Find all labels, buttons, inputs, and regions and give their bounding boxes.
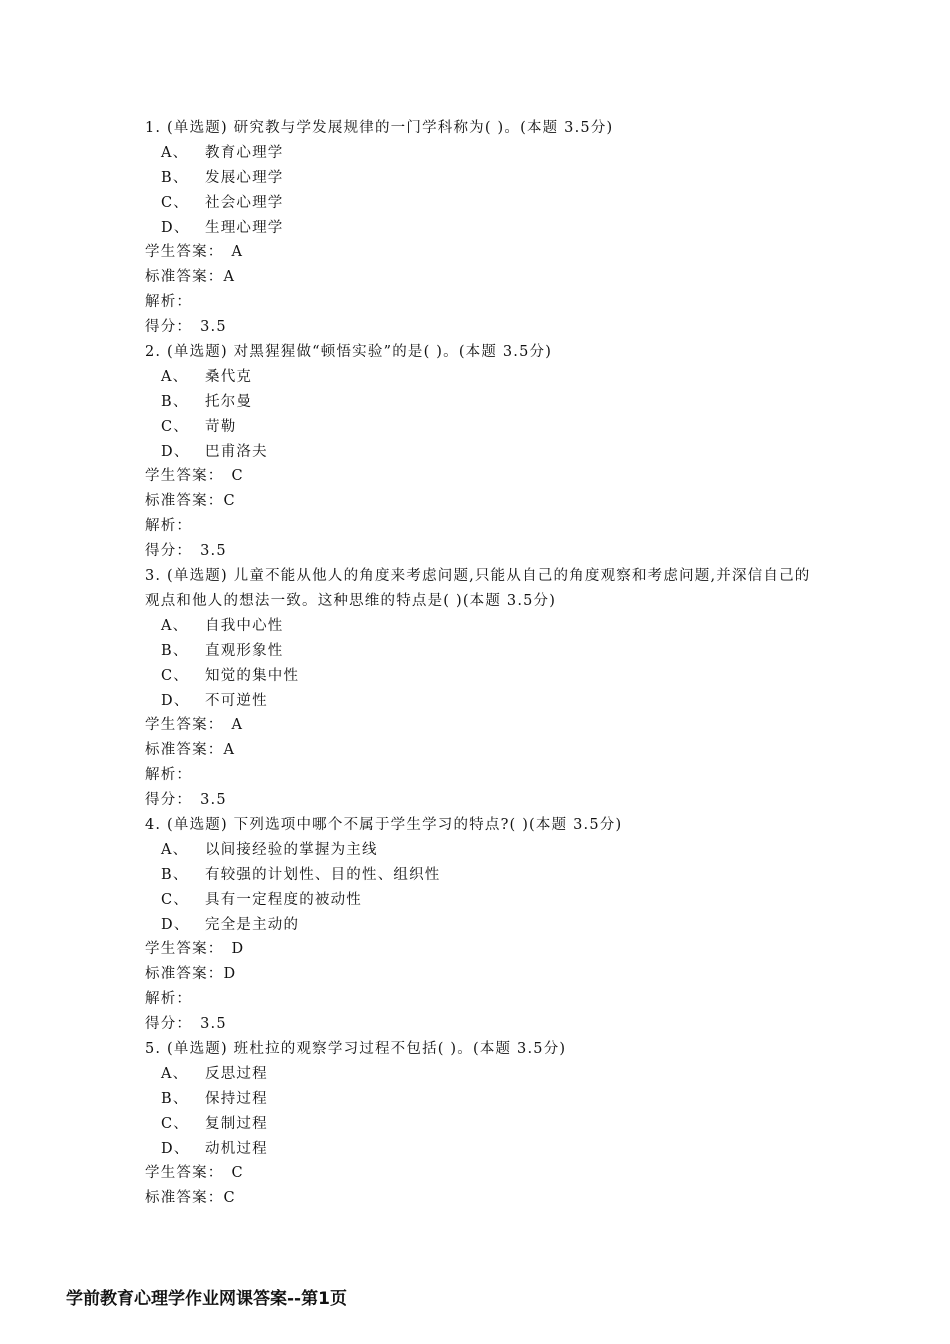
option-c: C、 苛勒 <box>161 418 237 435</box>
question-block <box>145 813 825 1037</box>
standard-answer: 标准答案：C <box>145 493 236 510</box>
option-d: D、 巴甫洛夫 <box>161 443 268 460</box>
option-c: C、 复制过程 <box>161 1115 268 1132</box>
student-answer: 学生答案： A <box>145 717 244 734</box>
option-c: C、 具有一定程度的被动性 <box>161 891 362 908</box>
score: 得分： 3.5 <box>145 319 227 336</box>
option-a: A、 教育心理学 <box>161 144 284 161</box>
option-b: B、 发展心理学 <box>161 169 284 186</box>
option-d: D、 动机过程 <box>161 1140 268 1157</box>
score: 得分： 3.5 <box>145 543 227 560</box>
question-block <box>145 564 825 813</box>
option-a: A、 自我中心性 <box>161 617 284 634</box>
option-b: B、 有较强的计划性、目的性、组织性 <box>161 866 441 883</box>
student-answer: 学生答案： C <box>145 1165 244 1182</box>
option-d: D、 生理心理学 <box>161 219 284 236</box>
option-d: D、 完全是主动的 <box>161 916 300 933</box>
score: 得分： 3.5 <box>145 792 227 809</box>
question-block <box>145 1037 825 1211</box>
document-body <box>145 116 825 1211</box>
student-answer: 学生答案： D <box>145 941 245 958</box>
question-block <box>145 116 825 340</box>
option-a: A、 桑代克 <box>161 368 253 385</box>
analysis-label: 解析： <box>145 767 193 784</box>
score: 得分： 3.5 <box>145 1016 227 1033</box>
analysis-label: 解析： <box>145 294 193 311</box>
question-text: 3. (单选题) 儿童不能从他人的角度来考虑问题,只能从自己的角度观察和考虑问题,并深信自己的观点和他人的想法一致。这种思维的特点是( )(本题 3.5分) <box>145 568 811 609</box>
question-text: 2. (单选题) 对黑猩猩做“顿悟实验”的是( )。(本题 3.5分) <box>145 344 553 361</box>
standard-answer: 标准答案：D <box>145 966 237 983</box>
option-a: A、 以间接经验的掌握为主线 <box>161 841 378 858</box>
option-b: B、 直观形象性 <box>161 642 284 659</box>
question-text: 5. (单选题) 班杜拉的观察学习过程不包括( )。(本题 3.5分) <box>145 1040 567 1057</box>
page-footer: 学前教育心理学作业网课答案--第1页 <box>66 1289 347 1309</box>
option-b: B、 托尔曼 <box>161 393 253 410</box>
standard-answer: 标准答案：A <box>145 269 236 286</box>
analysis-label: 解析： <box>145 991 193 1008</box>
option-b: B、 保持过程 <box>161 1090 268 1107</box>
option-a: A、 反思过程 <box>161 1065 268 1082</box>
option-d: D、 不可逆性 <box>161 692 268 709</box>
standard-answer: 标准答案：C <box>145 1190 236 1207</box>
option-c: C、 知觉的集中性 <box>161 667 300 684</box>
standard-answer: 标准答案：A <box>145 742 236 759</box>
analysis-label: 解析： <box>145 518 193 535</box>
option-c: C、 社会心理学 <box>161 194 284 211</box>
student-answer: 学生答案： C <box>145 468 244 485</box>
student-answer: 学生答案： A <box>145 244 244 261</box>
question-text: 1. (单选题) 研究教与学发展规律的一门学科称为( )。(本题 3.5分) <box>145 120 614 136</box>
question-text: 4. (单选题) 下列选项中哪个不属于学生学习的特点?( )(本题 3.5分) <box>145 816 623 833</box>
question-block <box>145 340 825 564</box>
